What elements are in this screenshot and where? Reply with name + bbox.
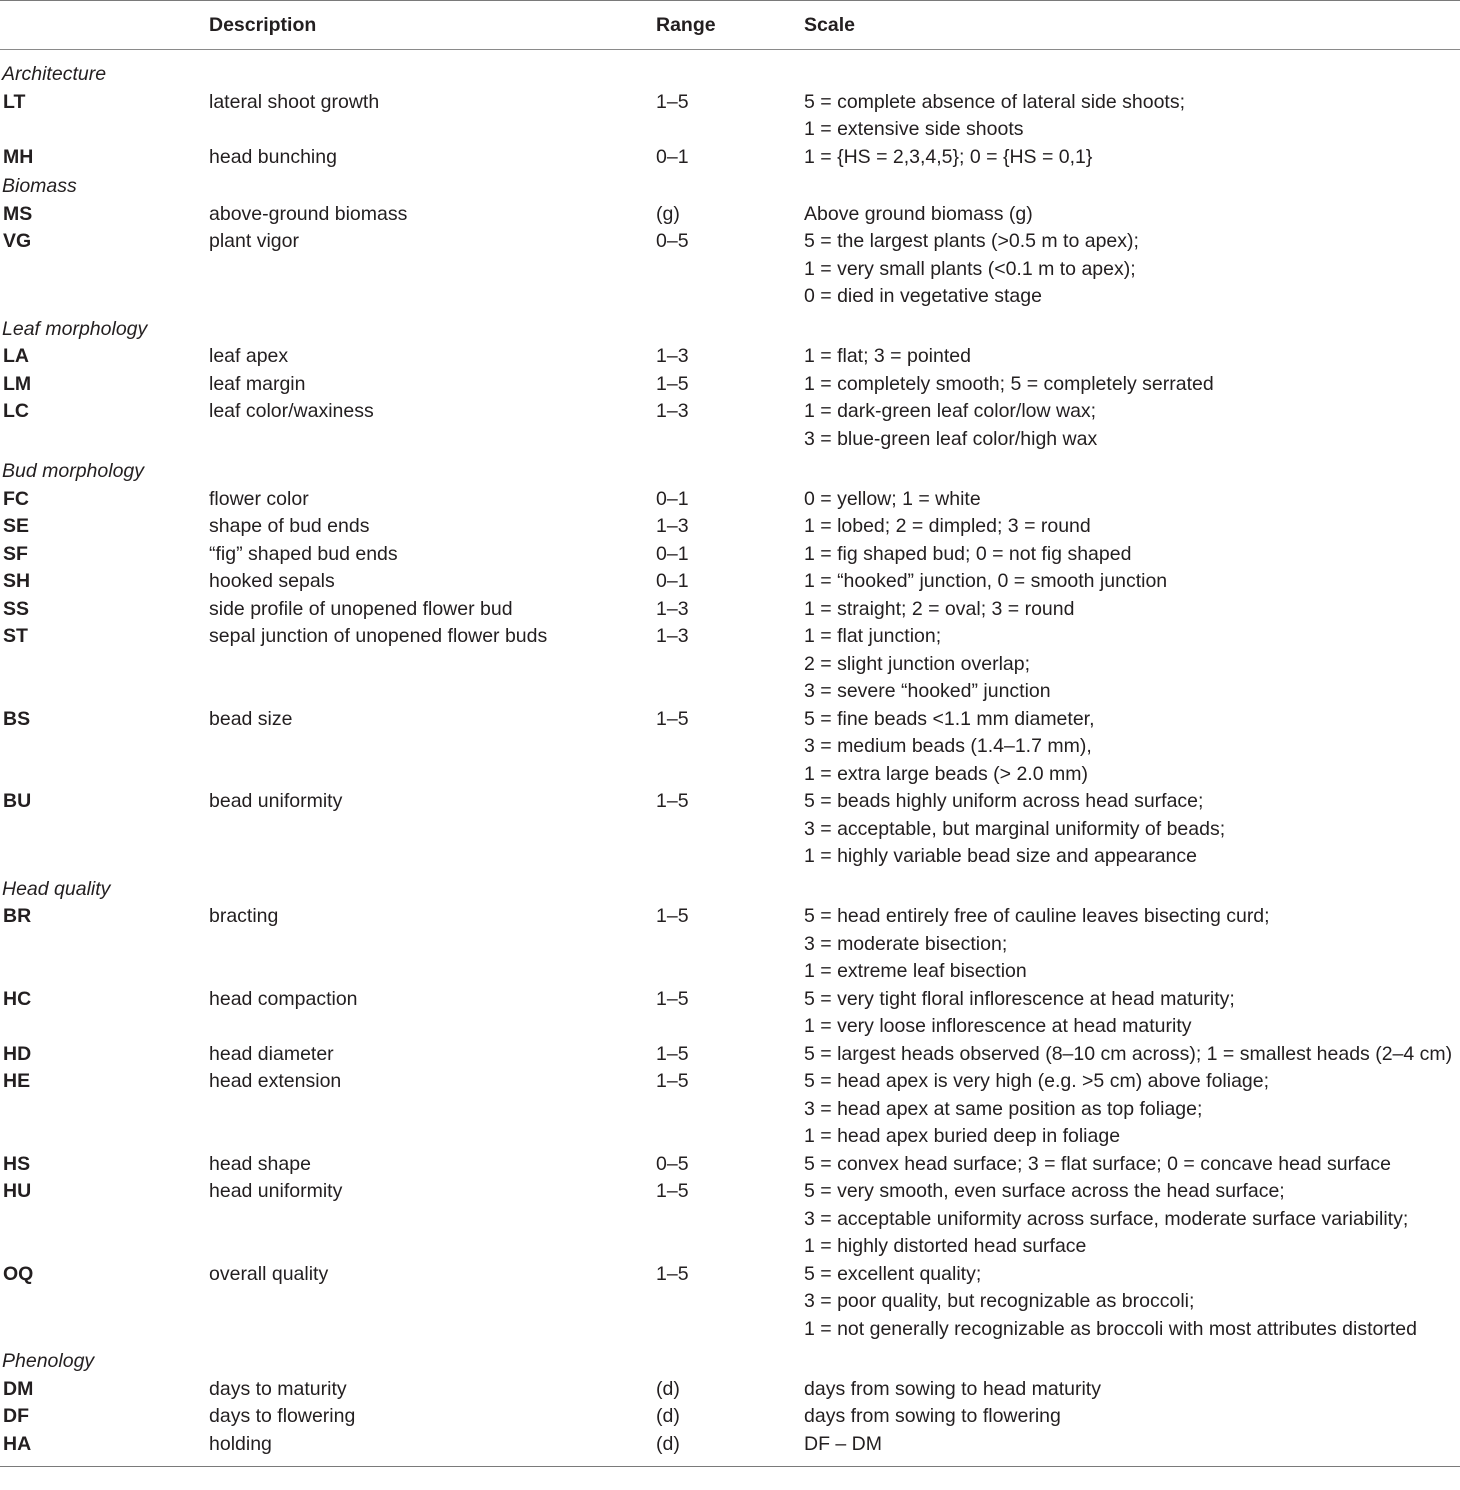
trait-range: (g) [656,202,680,225]
trait-scale-line: 5 = complete absence of lateral side shoots; [804,90,1186,113]
trait-scale-line: 5 = excellent quality; [804,1262,982,1285]
trait-description: above-ground biomass [209,202,408,225]
trait-code: SS [3,597,30,620]
trait-range: 1–3 [656,515,689,537]
trait-scale-line: 1 = extensive side shoots [804,118,1024,140]
trait-scale-line: 1 = very loose inflorescence at head maturity [804,1015,1192,1037]
trait-range: (d) [656,1377,680,1400]
trait-scale-line: 2 = slight junction overlap; [804,652,1031,675]
trait-scale-line: DF – DM [804,1432,882,1455]
trait-code: SE [3,515,30,537]
trait-code: DM [3,1377,34,1400]
trait-code: ST [3,625,28,647]
trait-range: 1–5 [656,90,689,113]
trait-range: 1–5 [656,1070,689,1092]
section-heading [0,458,1460,486]
trait-scale-line: 5 = convex head surface; 3 = flat surface; 0 = concave head surface [804,1152,1391,1175]
trait-range: 0–1 [656,487,689,510]
trait-description: days to flowering [209,1405,356,1427]
trait-code: BR [3,905,32,927]
section-title: Biomass [2,175,77,197]
trait-range: 0–5 [656,230,689,252]
trait-scale-line: 5 = the largest plants (>0.5 m to apex); [804,230,1139,252]
trait-range: 0–5 [656,1152,689,1175]
section-title: Phenology [2,1350,95,1372]
trait-scale-line: 1 = flat; 3 = pointed [804,345,971,367]
trait-scale-line: 0 = died in vegetative stage [804,285,1042,307]
trait-code: BS [3,707,31,730]
trait-code: LC [3,400,29,422]
section-title: Head quality [2,877,111,900]
trait-scale-line: 1 = fig shaped bud; 0 = not fig shaped [804,542,1132,565]
header-rule [0,49,1460,50]
trait-code: BU [3,790,32,812]
trait-scale-line: 1 = straight; 2 = oval; 3 = round [804,597,1075,620]
trait-range: 1–3 [656,400,689,422]
trait-code: DF [3,1405,29,1427]
section-title: Architecture [2,63,107,85]
trait-code: OQ [3,1262,34,1285]
trait-scale-line: 5 = very smooth, even surface across the head surface; [804,1180,1285,1202]
header-description: Description [209,14,317,36]
trait-code: HE [3,1070,31,1092]
trait-code: FC [3,487,29,510]
trait-description: leaf color/waxiness [209,400,374,422]
trait-range: 1–5 [656,372,689,395]
trait-code: HS [3,1152,31,1175]
trait-scale-line: 1 = highly distorted head surface [804,1235,1087,1257]
trait-description: flower color [209,487,309,510]
trait-description: leaf margin [209,372,306,395]
trait-range: 0–1 [656,570,689,592]
trait-scale-line: 5 = head apex is very high (e.g. >5 cm) above foliage; [804,1070,1270,1092]
trait-code: HA [3,1432,32,1455]
section-heading [0,876,1460,904]
trait-description: head uniformity [209,1180,343,1202]
trait-scale-line: 1 = completely smooth; 5 = completely serrated [804,372,1214,395]
trait-range: 1–5 [656,707,689,730]
trait-scale-line: 1 = “hooked” junction, 0 = smooth junction [804,570,1168,592]
trait-scale-line: Above ground biomass (g) [804,202,1033,225]
trait-scale-line: 1 = not generally recognizable as broccoli with most attributes distorted [804,1317,1417,1340]
trait-description: bead size [209,707,293,730]
trait-range: (d) [656,1432,680,1455]
trait-scale-line: 5 = largest heads observed (8–10 cm across); 1 = smallest heads (2–4 cm) [804,1042,1453,1065]
trait-range: 0–1 [656,145,689,168]
trait-scale-line: 1 = extra large beads (> 2.0 mm) [804,762,1088,785]
trait-scale-line: 3 = head apex at same position as top foliage; [804,1097,1203,1120]
trait-description: lateral shoot growth [209,90,380,113]
trait-description: bracting [209,905,279,927]
trait-description: head extension [209,1070,342,1092]
trait-description: shape of bud ends [209,515,370,537]
trait-description: head shape [209,1152,311,1175]
section-heading [0,173,1460,201]
section-heading [0,1348,1460,1376]
header-scale: Scale [804,14,855,36]
trait-range: 1–3 [656,597,689,620]
trait-description: hooked sepals [209,570,335,592]
trait-scale-line: 5 = fine beads <1.1 mm diameter, [804,707,1095,730]
bottom-rule [0,1466,1460,1467]
trait-code: LM [3,372,32,395]
trait-code: SH [3,570,31,592]
top-rule [0,0,1460,1]
trait-scale-line: 1 = head apex buried deep in foliage [804,1125,1121,1147]
trait-scale-line: 5 = head entirely free of cauline leaves bisecting curd; [804,905,1270,927]
trait-code: HU [3,1180,32,1202]
trait-code: SF [3,542,28,565]
trait-description: bead uniformity [209,790,343,812]
trait-code: HC [3,987,32,1010]
trait-description: head diameter [209,1042,334,1065]
trait-range: 1–3 [656,345,689,367]
trait-scale-line: 5 = beads highly uniform across head surface; [804,790,1204,812]
trait-scale-line: days from sowing to head maturity [804,1377,1101,1400]
trait-range: 1–5 [656,1042,689,1065]
trait-scale-line: 1 = very small plants (<0.1 m to apex); [804,257,1136,280]
trait-code: LT [3,90,26,113]
trait-scale-line: 5 = very tight floral inflorescence at head maturity; [804,987,1235,1010]
trait-description: sepal junction of unopened flower buds [209,625,548,647]
trait-description: overall quality [209,1262,329,1285]
trait-description: head bunching [209,145,337,168]
trait-code: VG [3,230,32,252]
trait-scale-line: 3 = moderate bisection; [804,932,1008,955]
trait-scale-line: 1 = {HS = 2,3,4,5}; 0 = {HS = 0,1} [804,145,1093,168]
trait-scale-line: 1 = highly variable bead size and appearance [804,845,1197,867]
trait-scale-line: 1 = flat junction; [804,625,942,647]
trait-range: 0–1 [656,542,689,565]
trait-range: 1–5 [656,1180,689,1202]
trait-description: plant vigor [209,230,299,252]
header-range: Range [656,14,716,36]
trait-scale-line: 3 = acceptable uniformity across surface, moderate surface variability; [804,1207,1409,1230]
section-heading [0,316,1460,344]
trait-code: MH [3,145,34,168]
trait-scale-line: 0 = yellow; 1 = white [804,487,981,510]
trait-scale-line: 3 = poor quality, but recognizable as broccoli; [804,1290,1195,1312]
trait-scale-line: 1 = lobed; 2 = dimpled; 3 = round [804,515,1091,537]
trait-scale-line: 3 = blue-green leaf color/high wax [804,427,1098,450]
trait-scale-line: 3 = medium beads (1.4–1.7 mm), [804,735,1092,757]
trait-scale-line: 1 = extreme leaf bisection [804,960,1027,982]
trait-scale-line: 1 = dark-green leaf color/low wax; [804,400,1097,422]
trait-code: LA [3,345,29,367]
trait-description: holding [209,1432,272,1455]
trait-description: leaf apex [209,345,289,367]
trait-code: MS [3,202,33,225]
section-title: Bud morphology [2,460,145,482]
trait-description: days to maturity [209,1377,347,1400]
section-title: Leaf morphology [2,317,148,340]
trait-range: 1–5 [656,790,689,812]
trait-description: head compaction [209,987,358,1010]
trait-range: 1–3 [656,625,689,647]
trait-range: 1–5 [656,1262,689,1285]
trait-code: HD [3,1042,32,1065]
trait-range: 1–5 [656,987,689,1010]
trait-description: side profile of unopened flower bud [209,597,513,620]
trait-scale-line: 3 = severe “hooked” junction [804,680,1051,702]
trait-scale-line: 3 = acceptable, but marginal uniformity of beads; [804,817,1226,840]
trait-range: 1–5 [656,905,689,927]
section-heading [0,61,1460,89]
trait-description: “fig” shaped bud ends [209,542,398,565]
trait-scale-line: days from sowing to flowering [804,1405,1061,1427]
trait-range: (d) [656,1405,680,1427]
